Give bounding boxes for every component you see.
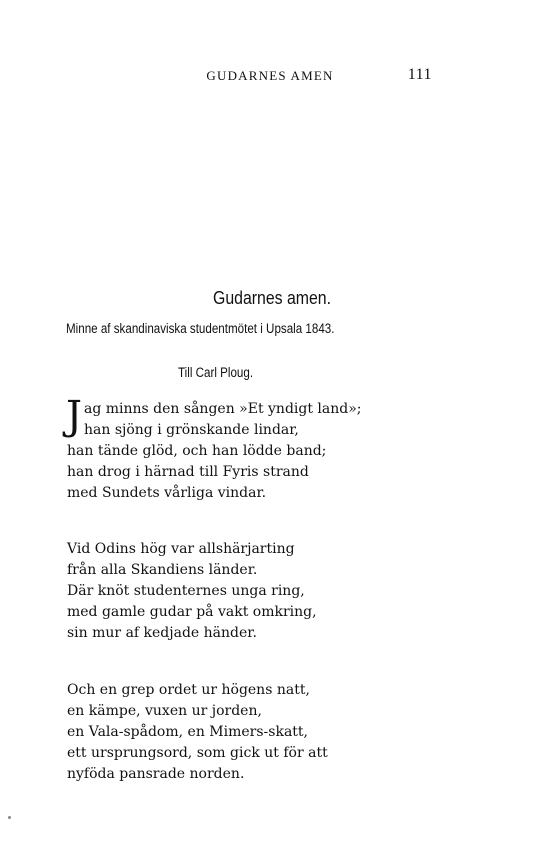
stanza-1 [84,399,362,441]
verse-line: Och en grep ordet ur högens natt, [67,682,310,698]
stanza-1-continued [67,441,326,504]
stanza-2 [67,539,317,644]
verse-line: han sjöng i grönskande lindar, [84,422,299,438]
verse-line: Vid Odins hög var allshärjarting [67,541,295,557]
verse-line: han tände glöd, och han lödde band; [67,443,327,459]
running-header [0,68,544,84]
drop-cap: J [66,393,83,439]
paper-speck [8,816,11,819]
verse-line: ag minns den sången »Et yndigt land»; [84,401,362,417]
verse-line: sin mur af kedjade händer. [67,625,257,641]
verse-line: han drog i härnad till Fyris strand [67,464,309,480]
verse-line: en Vala-spådom, en Mimers-skatt, [67,724,308,740]
page-number: 111 [407,66,432,83]
running-title: GUDARNES AMEN [206,68,334,83]
poem-title: Gudarnes amen. [212,288,331,308]
verse-line: med Sundets vårliga vindar. [67,485,267,501]
stanza-3 [67,680,328,785]
verse-line: Där knöt studenternes unga ring, [67,583,305,599]
verse-line: från alla Skandiens länder. [67,562,258,578]
poem-dedication: Till Carl Ploug. [178,365,254,380]
verse-line: nyföda pansrade norden. [67,766,245,782]
verse-line: en kämpe, vuxen ur jorden, [67,703,262,719]
poem-subtitle: Minne af skandinaviska studentmötet i Upsala 1843. [66,321,335,336]
verse-line: ett ursprungsord, som gick ut för att [67,745,328,761]
verse-line: med gamle gudar på vakt omkring, [67,604,317,620]
